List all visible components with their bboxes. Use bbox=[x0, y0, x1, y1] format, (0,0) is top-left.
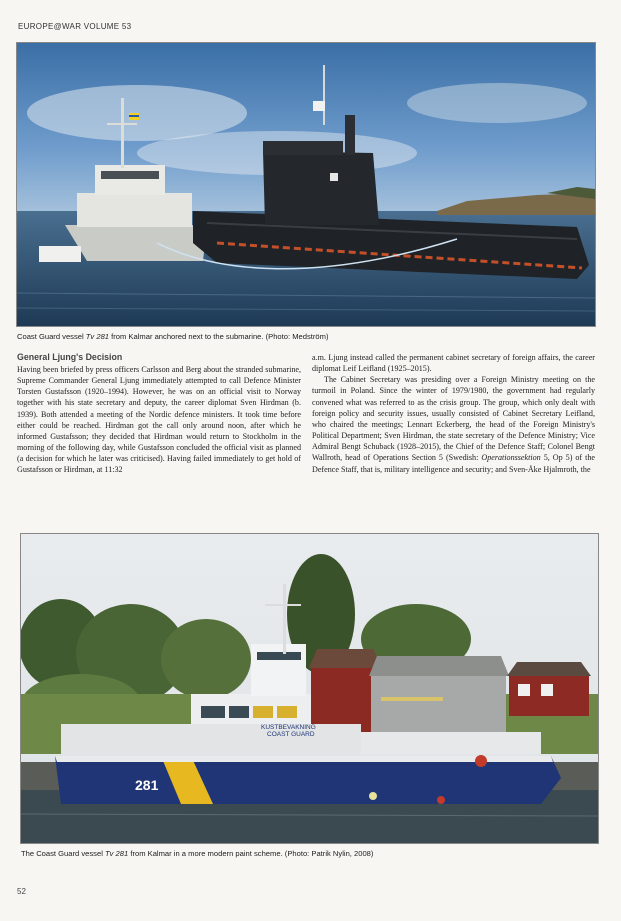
submarine-photo-illustration bbox=[17, 43, 595, 326]
paragraph-1: Having been briefed by press officers Carlsson and Berg about the stranded submarine, Supreme Commander General Ljung immediately attempted to call Defence Minister Torsten Gustafsson (1920–1994). However, he was on an official visit to Norway together with his state secretary and deputy, the career diplomat Sven Hirdman (b. 1939). Both attended a meeting of the Nordic defence ministers. It took time before either could be reached. Hirdman got the call only around noon, after which he informed Gustafsson; they decided that Hirdman would return to Stockholm in the morning of the following day, while Gustafsson concluded the official visit as planned (a decision for which he later was criticised). Having failed immediately to get hold of Gustafsson or Hirdman, at 11:32 bbox=[17, 365, 301, 475]
page-number: 52 bbox=[17, 887, 26, 896]
paragraph-1-continued: a.m. Ljung instead called the permanent cabinet secretary of foreign affairs, the career diplomat Leif Leifland (1925–2015). bbox=[312, 353, 595, 374]
photo-submarine bbox=[16, 42, 596, 327]
section-heading: General Ljung's Decision bbox=[17, 352, 123, 362]
photo2-caption: The Coast Guard vessel Tv 281 from Kalmar in a more modern paint scheme. (Photo: Patrik Nylin, 2008) bbox=[21, 849, 374, 858]
photo1-caption: Coast Guard vessel Tv 281 from Kalmar anchored next to the submarine. (Photo: Medström) bbox=[17, 332, 329, 341]
paragraph-2: The Cabinet Secretary was presiding over a Foreign Ministry meeting on the turmoil in Poland. Since the winter of 1979/1980, the government had regularly convened what was referred to as the crisis group. The group, which only dealt with foreign policy and security issues, usually consisted of Cabinet Secretary Leifland, who chaired the meetings; Lennart Eckerberg, the head of the Foreign Ministry's Political Department; Sven Hirdman, the state secretary of the Defence Ministry; Vice Admiral Bengt Schuback (1928–2015), the Chief of the Defence Staff; Colonel Bengt Wallroth, head of Operations Section 5 (Swedish: Operationssektion 5, Op 5) of the Defence Staff, that is, military intelligence and security; and Sven-Åke Hjalmroth, the bbox=[312, 375, 596, 474]
photo-coast-guard-vessel bbox=[20, 533, 599, 844]
article-column-left bbox=[17, 352, 301, 476]
hull-text-line2: COAST GUARD bbox=[267, 731, 315, 738]
hull-text-line1: KUSTBEVAKNING bbox=[261, 724, 316, 731]
coast-guard-vessel-illustration bbox=[21, 534, 598, 843]
hull-number: 281 bbox=[135, 777, 159, 793]
running-head: EUROPE@WAR VOLUME 53 bbox=[18, 22, 132, 31]
article-column-right bbox=[312, 352, 595, 475]
